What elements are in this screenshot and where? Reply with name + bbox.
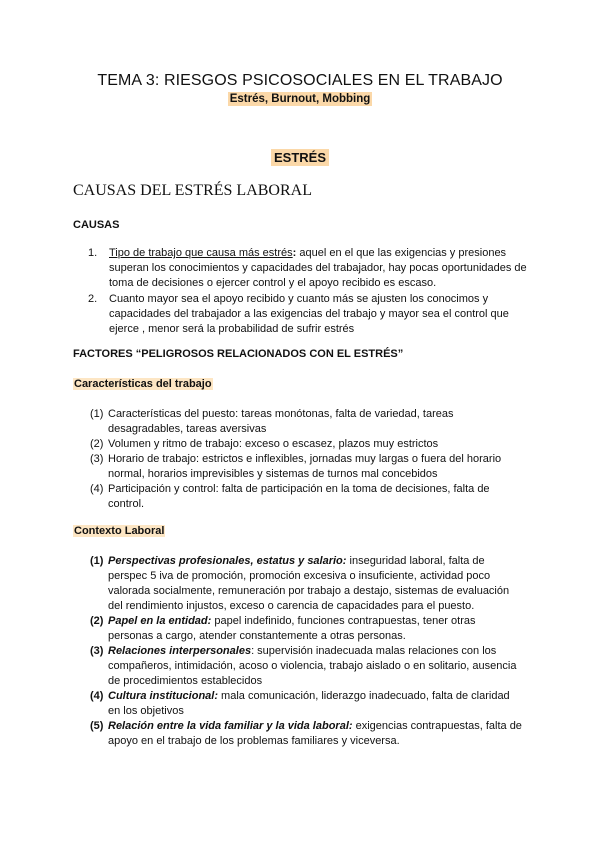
- causas-subheading: CAUSAS: [73, 219, 120, 231]
- factores-heading: FACTORES “PELIGROSOS RELACIONADOS CON EL ESTRÉS”: [73, 348, 404, 360]
- list-item: (3) Horario de trabajo: estrictos e inflexibles, jornadas muy largas o fuera del horario normal, horarios imprevisibles y sistemas de turnos mal concebidos: [90, 453, 502, 480]
- list-item: (4) Participación y control: falta de participación en la toma de decisiones, falta de control.: [90, 483, 490, 510]
- list-item: (2) Papel en la entidad: papel indefinido, funciones contrapuestas, tener otras personas a cargo, atender constantemente a otras personas.: [90, 615, 476, 642]
- section-title: ESTRÉS: [271, 149, 329, 166]
- causas-heading: CAUSAS DEL ESTRÉS LABORAL: [73, 182, 312, 199]
- causas-list: [88, 246, 530, 337]
- caracteristicas-list: [90, 407, 510, 512]
- list-item: 2. Cuanto mayor sea el apoyo recibido y cuanto más se ajusten los conocimos y capacidades del trabajador a las exigencias del trabajo y mayor sea el control que ejerce , menor será la probabilidad de sufrir estrés: [88, 293, 509, 335]
- list-item: (4) Cultura institucional: mala comunicación, liderazgo inadecuado, falta de claridad en los objetivos: [90, 690, 510, 717]
- page-title: TEMA 3: RIESGOS PSICOSOCIALES EN EL TRABAJO: [97, 72, 503, 89]
- list-item: (5) Relación entre la vida familiar y la vida laboral: exigencias contrapuestas, falta de apoyo en el trabajo de los problemas familiares y viceversa.: [90, 720, 522, 747]
- list-item: (3) Relaciones interpersonales: supervisión inadecuada malas relaciones con los compañeros, intimidación, acoso o violencia, trabajo aislado o en solitario, ausencia de procedimientos establecidos: [90, 645, 517, 687]
- list-item: 1. Tipo de trabajo que causa más estrés: aquel en el que las exigencias y presiones superan los conocimientos y capacidades del trabajador, hay pocas oportunidades de toma de decisiones o ejercer control y el apoyo recibido es escaso.: [88, 247, 527, 289]
- list-item: (1) Características del puesto: tareas monótonas, falta de variedad, tareas desagradables, tareas aversivas: [90, 408, 454, 435]
- caracteristicas-heading: Características del trabajo: [74, 378, 212, 390]
- list-item: (1) Perspectivas profesionales, estatus y salario: inseguridad laboral, falta de perspec 5 iva de promoción, promoción excesiva o insuficiente, actividad poco valorada socialmente, remuneración por trabajo a destajo, sistemas de evaluación del rendimiento injustos, exceso o carencia de capacidades para el puesto.: [90, 555, 510, 612]
- contexto-list: [90, 554, 522, 749]
- page-subtitle: Estrés, Burnout, Mobbing: [229, 93, 371, 105]
- list-item: (2) Volumen y ritmo de trabajo: exceso o escasez, plazos muy estrictos: [90, 438, 439, 450]
- contexto-heading: Contexto Laboral: [74, 525, 165, 537]
